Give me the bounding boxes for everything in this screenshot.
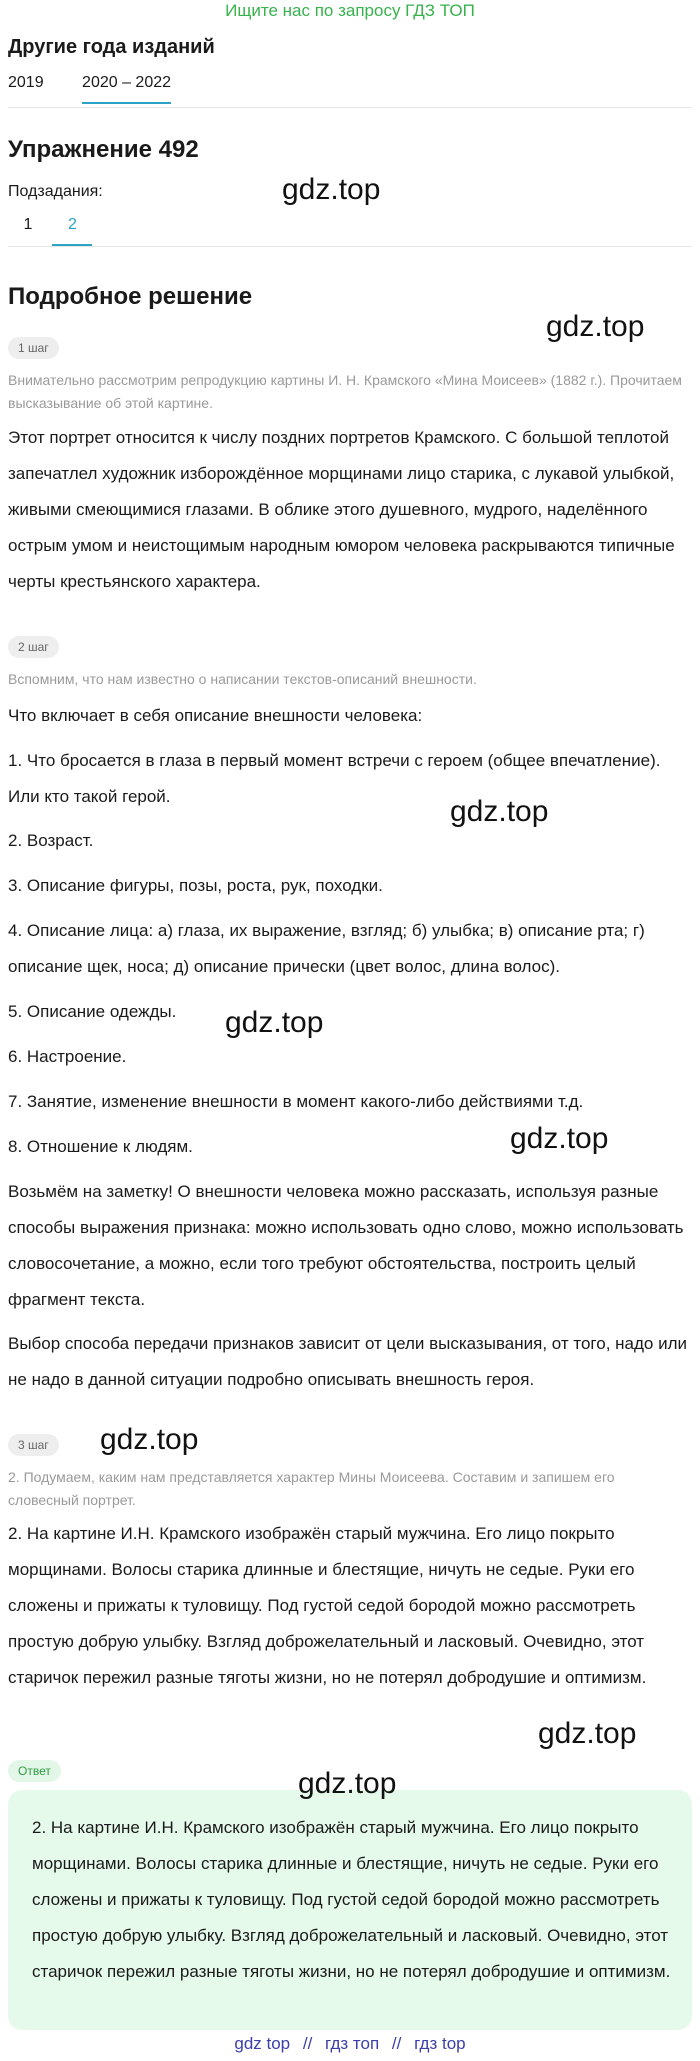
watermark: gdz.top	[282, 173, 381, 206]
list-item: 1. Что бросается в глаза в первый момент встречи с героем (общее впечатление). Или кто такой герой.	[8, 751, 661, 806]
step-badge: 1 шаг	[8, 337, 59, 359]
watermark: gdz.top	[450, 795, 549, 828]
footer-separator: //	[302, 2034, 313, 2053]
step-badge: 3 шаг	[8, 1434, 59, 1456]
watermark: gdz.top	[298, 1767, 397, 1800]
exercise-title: Упражнение 492	[8, 136, 199, 163]
year-tabs	[8, 70, 205, 108]
subtask-tab-2[interactable]: 2	[52, 212, 92, 246]
tab-2020-2022[interactable]: 2020 – 2022	[82, 70, 171, 104]
solution-title: Подробное решение	[8, 283, 253, 310]
watermark: gdz.top	[510, 1122, 609, 1155]
divider	[8, 107, 692, 108]
subtask-tab-1[interactable]: 1	[23, 216, 33, 233]
list-item: 2. Возраст.	[8, 831, 94, 850]
footer-link[interactable]: гдз топ	[325, 2034, 380, 2053]
watermark: gdz.top	[546, 310, 645, 343]
footer-separator: //	[391, 2034, 402, 2053]
list-item: 6. Настроение.	[8, 1047, 127, 1066]
step-hint: Внимательно рассмотрим репродукцию картины И. Н. Крамского «Мина Моисеев» (1882 г.). Прочитаем высказывание об этой картине.	[8, 372, 682, 411]
step-hint: Вспомним, что нам известно о написании текстов-описаний внешности.	[8, 671, 477, 687]
list-item: 5. Описание одежды.	[8, 1002, 177, 1021]
step-paragraph: Этот портрет относится к числу поздних портретов Крамского. С большой теплотой запечатлел художник изборождённое морщинами лицо старика, с лукавой улыбкой, живыми смеющимися глазами. В облике этого душевного, мудрого, наделённого острым умом и неистощимым народным юмором человека раскрываются типичные черты крестьянского характера.	[8, 428, 675, 591]
step-badge: 2 шаг	[8, 636, 59, 658]
footer-link[interactable]: gdz top	[234, 2034, 291, 2053]
watermark: gdz.top	[538, 1717, 637, 1750]
list-item: 8. Отношение к людям.	[8, 1137, 193, 1156]
watermark: gdz.top	[225, 1006, 324, 1039]
promo-banner[interactable]: Ищите нас по запросу ГДЗ ТОП	[225, 1, 475, 20]
answer-badge: Ответ	[8, 1760, 61, 1782]
footer-links	[0, 2034, 700, 2054]
step-paragraph: 2. На картине И.Н. Крамского изображён старый мужчина. Его лицо покрыто морщинами. Волосы старика длинные и блестящие, ничуть не седые. Руки его сложены и прижаты к туловищу. Под густой седой бородой можно рассмотреть простую добрую улыбку. Взгляд доброжелательный и ласковый. Очевидно, этот старичок пережил разные тяготы жизни, но не потерял добродушие и оптимизм.	[8, 1524, 647, 1687]
divider	[8, 246, 692, 247]
step-hint: 2. Подумаем, каким нам представляется характер Мины Моисеева. Составим и запишем его словесный портрет.	[8, 1469, 615, 1508]
list-item: 3. Описание фигуры, позы, роста, рук, походки.	[8, 876, 383, 895]
watermark: gdz.top	[100, 1423, 199, 1456]
step-paragraph: Выбор способа передачи признаков зависит от цели высказывания, от того, надо или не надо в данной ситуации подробно описывать внешность героя.	[8, 1334, 687, 1389]
footer-link[interactable]: гдз top	[414, 2034, 466, 2053]
list-item: 4. Описание лица: а) глаза, их выражение, взгляд; б) улыбка; в) описание рта; г) описание щек, носа; д) описание прически (цвет волос, длина волос).	[8, 921, 645, 976]
subtasks-label: Подзадания:	[8, 183, 103, 200]
tab-2019[interactable]: 2019	[8, 74, 44, 91]
list-item: 7. Занятие, изменение внешности в момент какого-либо действиями т.д.	[8, 1092, 584, 1111]
subtask-tabs	[8, 212, 92, 246]
list-item: Что включает в себя описание внешности человека:	[8, 706, 423, 725]
step-paragraph: Возьмём на заметку! О внешности человека можно рассказать, используя разные способы выражения признака: можно использовать одно слово, можно использовать словосочетание, а можно, если того требуют обстоятельства, построить целый фрагмент текста.	[8, 1182, 684, 1309]
answer-text: 2. На картине И.Н. Крамского изображён старый мужчина. Его лицо покрыто морщинами. Волосы старика длинные и блестящие, ничуть не седые. Руки его сложены и прижаты к туловищу. Под густой седой бородой можно рассмотреть простую добрую улыбку. Взгляд доброжелательный и ласковый. Очевидно, этот старичок пережил разные тяготы жизни, но не потерял добродушие и оптимизм.	[32, 1818, 671, 1981]
other-years-title: Другие года изданий	[8, 36, 215, 58]
answer-box	[8, 1790, 692, 2030]
